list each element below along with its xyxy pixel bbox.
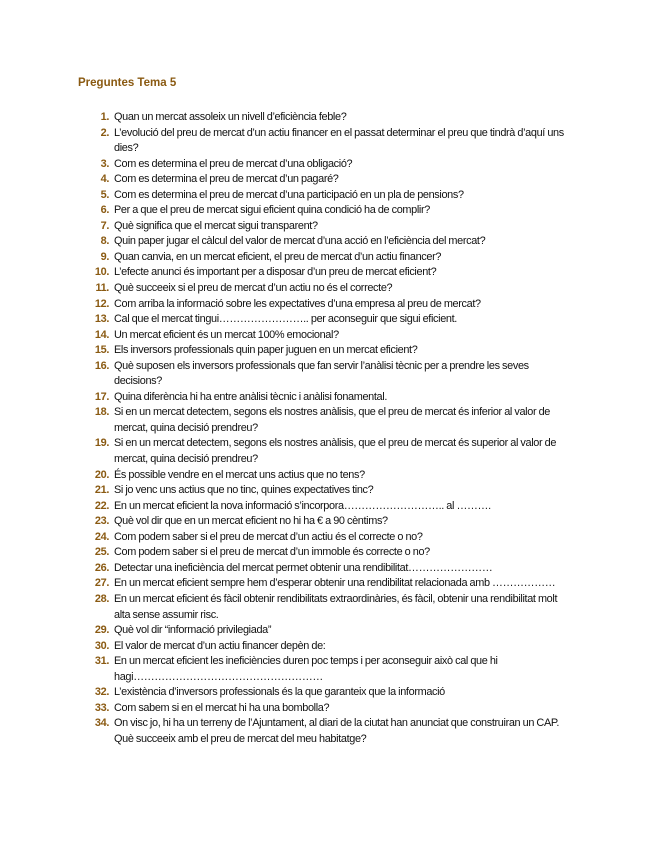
question-number: 12.: [94, 297, 109, 310]
question-number: 4.: [100, 173, 109, 186]
question-text: En un mercat eficient les ineficiències duren poc temps i per aconseguir això cal que hi hagi………………………………………………: [114, 655, 498, 683]
question-number: 18.: [94, 406, 109, 419]
question-number: 17.: [94, 390, 109, 403]
question-item: [92, 468, 572, 484]
question-text: Detectar una ineficiència del mercat permet obtenir una rendibilitat……………………: [114, 561, 493, 574]
question-text: En un mercat eficient és fàcil obtenir rendibilitats extraordinàries, és fàcil, obtenir una rendibilitat molt alta sense assumir risc.: [114, 592, 558, 621]
question-number: 1.: [100, 111, 109, 123]
question-number: 13.: [94, 313, 109, 326]
question-number: 28.: [94, 592, 109, 605]
question-item: [92, 157, 572, 173]
question-number: 9.: [100, 250, 109, 263]
question-text: Com es determina el preu de mercat d’una participació en un pla de pensions?: [114, 188, 464, 201]
question-item: [92, 188, 572, 204]
question-number: 33.: [94, 701, 109, 714]
question-item: [92, 514, 572, 530]
question-text: El valor de mercat d’un actiu financer depèn de:: [114, 639, 326, 652]
question-text: Quan un mercat assoleix un nivell d’eficiència feble?: [114, 111, 347, 123]
question-number: 6.: [100, 204, 109, 217]
question-number: 11.: [95, 282, 109, 295]
question-number: 10.: [94, 266, 109, 279]
question-text: Com sabem si en el mercat hi ha una bombolla?: [114, 701, 330, 714]
question-text: Què suposen els inversors professionals que fan servir l’anàlisi tècnic per a prendre les seves decisions?: [114, 359, 529, 388]
question-item: [92, 110, 572, 126]
question-number: 30.: [94, 639, 109, 652]
question-item: [92, 312, 572, 328]
question-text: Com arriba la informació sobre les expectatives d’una empresa al preu de mercat?: [114, 297, 481, 310]
question-number: 20.: [94, 468, 109, 481]
question-item: [92, 359, 572, 390]
question-text: Si jo venc uns actius que no tinc, quines expectatives tinc?: [114, 484, 374, 497]
question-text: Què significa que el mercat sigui transparent?: [114, 219, 318, 232]
question-text: Si en un mercat detectem, segons els nostres anàlisis, que el preu de mercat és inferior al valor de mercat, quina decisió prendreu?: [114, 406, 551, 434]
question-text: Un mercat eficient és un mercat 100% emocional?: [114, 328, 339, 341]
question-text: Quin paper jugar el càlcul del valor de mercat d’una acció en l’eficiència del mercat?: [114, 235, 486, 248]
question-number: 25.: [94, 546, 109, 559]
question-text: Quina diferència hi ha entre anàlisi tècnic i anàlisi fonamental.: [114, 390, 388, 403]
question-text: L’efecte anunci és important per a disposar d’un preu de mercat eficient?: [114, 266, 437, 279]
question-text: Si en un mercat detectem, segons els nostres anàlisis, que el preu de mercat és superior al valor de mercat, quina decisió prendreu?: [114, 437, 557, 466]
question-text: Què succeeix si el preu de mercat d’un actiu no és el correcte?: [114, 282, 393, 295]
question-text: L’existència d’inversors professionals és la que garanteix que la informació: [114, 686, 445, 699]
question-text: Com es determina el preu de mercat d’un pagaré?: [114, 173, 339, 186]
question-text: Què vol dir “informació privilegiada”: [114, 624, 272, 637]
question-text: Per a que el preu de mercat sigui eficient quina condició ha de complir?: [114, 204, 430, 217]
question-number: 7.: [100, 219, 109, 232]
question-text: On visc jo, hi ha un terreny de l’Ajuntament, al diari de la ciutat han anunciat que construiran un CAP. Què succeeix amb el preu de mercat del meu habitatge?: [114, 717, 560, 745]
question-number: 21.: [94, 484, 109, 497]
question-text: És possible vendre en el mercat uns actius que no tens?: [114, 468, 365, 481]
question-text: Cal que el mercat tingui…………………….. per aconseguir que sigui eficient.: [114, 313, 457, 326]
question-item: [92, 343, 572, 359]
question-text: Com es determina el preu de mercat d’una obligació?: [114, 157, 353, 170]
question-number: 26.: [94, 561, 109, 574]
question-text: Què vol dir que en un mercat eficient no hi ha € a 90 cèntims?: [114, 515, 388, 528]
question-item: [92, 405, 572, 436]
question-item: [92, 281, 572, 297]
question-number: 23.: [94, 515, 109, 528]
question-number: 24.: [94, 530, 109, 543]
question-number: 5.: [100, 188, 109, 201]
question-item: [92, 328, 572, 344]
question-item: [92, 716, 572, 747]
question-item: [92, 297, 572, 313]
question-number: 19.: [94, 437, 109, 450]
question-number: 2.: [100, 126, 109, 139]
question-item: [92, 499, 572, 515]
question-item: [92, 126, 572, 157]
questions-list: [92, 110, 572, 747]
question-item: [92, 545, 572, 561]
question-number: 16.: [94, 359, 109, 372]
question-item: [92, 592, 572, 623]
question-item: [92, 436, 572, 467]
question-item: [92, 483, 572, 499]
question-text: En un mercat eficient la nova informació s’incorpora……………………….. al ……….: [114, 499, 491, 512]
question-number: 15.: [94, 344, 109, 357]
question-item: [92, 654, 572, 685]
question-text: En un mercat eficient sempre hem d’esperar obtenir una rendibilitat relacionada amb ………………: [114, 577, 556, 590]
question-text: L’evolució del preu de mercat d’un actiu financer en el passat determinar el preu que tindrà d’aquí uns dies?: [114, 126, 564, 155]
document-title: Preguntes Tema 5: [78, 77, 177, 89]
question-item: [92, 219, 572, 235]
question-item: [92, 390, 572, 406]
question-item: [92, 639, 572, 655]
question-text: Com podem saber si el preu de mercat d’un immoble és correcte o no?: [114, 546, 430, 559]
question-item: [92, 685, 572, 701]
question-number: 22.: [94, 499, 109, 512]
question-number: 14.: [94, 328, 109, 341]
question-number: 31.: [94, 655, 109, 668]
question-number: 27.: [94, 577, 109, 590]
question-number: 3.: [100, 157, 109, 170]
question-item: [92, 576, 572, 592]
question-number: 29.: [94, 624, 109, 637]
question-item: [92, 172, 572, 188]
question-item: [92, 561, 572, 577]
question-item: [92, 701, 572, 717]
question-item: [92, 250, 572, 266]
question-item: [92, 203, 572, 219]
question-number: 34.: [94, 717, 109, 730]
question-item: [92, 234, 572, 250]
question-number: 32.: [94, 686, 109, 699]
question-item: [92, 530, 572, 546]
question-text: Com podem saber si el preu de mercat d’un actiu és el correcte o no?: [114, 530, 423, 543]
question-number: 8.: [100, 235, 109, 248]
question-item: [92, 623, 572, 639]
question-item: [92, 265, 572, 281]
question-text: Quan canvia, en un mercat eficient, el preu de mercat d’un actiu financer?: [114, 250, 442, 263]
question-text: Els inversors professionals quin paper juguen en un mercat eficient?: [114, 344, 418, 357]
